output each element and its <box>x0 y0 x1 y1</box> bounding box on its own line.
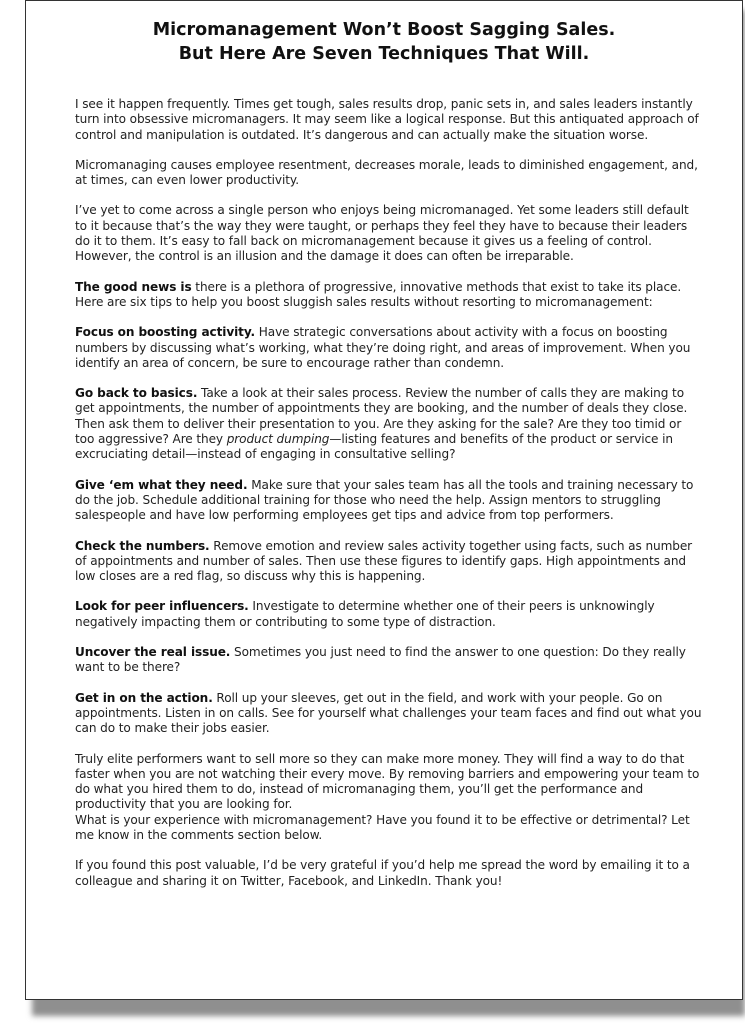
good-news-lead: The good news is <box>75 279 192 294</box>
paragraph-elite-performers: Truly elite performers want to sell more so they can make more money. They will find a way to do that faster when you are not watching their every move. By removing barriers and empowering your team to do what you hired them to do, instead of micromanaging them, you’ll get the performance and productivity that you are looking for. <box>75 751 700 812</box>
tip-heading: Focus on boosting activity. <box>75 325 256 340</box>
tip-boosting-activity <box>75 325 703 371</box>
tip-back-to-basics <box>75 386 703 462</box>
tip-text: Remove emotion and review sales activity together using facts, such as number of appointments and number of sales. Then use these figures to identify gaps. High appointments and low closes are a red flag, so discuss why this is happening. <box>75 538 693 584</box>
good-news-text: there is a plethora of progressive, innovative methods that exist to take its place. Here are six tips to help you boost sluggish sales results without resorting to micromanagement: <box>75 279 682 309</box>
paragraph-question: What is your experience with micromanagement? Have you found it to be effective or detrimental? Let me know in the comments section below. <box>75 812 690 842</box>
tip-heading: Check the numbers. <box>75 538 210 553</box>
tip-heading: Go back to basics. <box>75 386 198 401</box>
tip-italic-term: product dumping <box>226 432 330 447</box>
article-title <box>26 18 742 66</box>
tip-peer-influencers <box>75 599 703 630</box>
tip-text: Have strategic conversations about activity with a focus on boosting numbers by discussing what’s working, what they’re doing right, and areas of improvement. When you identify an area of concern, be sure to encourage rather than condemn. <box>75 325 691 370</box>
title-line-1: Micromanagement Won’t Boost Sagging Sales. <box>152 20 616 40</box>
tip-text: Take a look at their sales process. Review the number of calls they are making to get appointments, the number of appointments they are booking, and the number of deals they close. Then ask them to deliver their presentation to you. Are they asking for the sale? Are they too timid or too aggressive? Are they <box>75 386 688 447</box>
tip-get-in-action <box>75 691 703 737</box>
tip-heading: Get in on the action. <box>75 690 213 705</box>
tip-real-issue <box>75 645 703 676</box>
paragraph-intro: I see it happen frequently. Times get tough, sales results drop, panic sets in, and sales leaders instantly turn into obsessive micromanagers. It may seem like a logical response. But this antiquated approach of control and manipulation is outdated. It’s dangerous and can actually make the situation worse. <box>75 97 699 142</box>
tip-heading: Uncover the real issue. <box>75 645 231 660</box>
tip-text-continued: —listing features and benefits of the product or service in excruciating detail—instead of engaging in consultative selling? <box>75 432 673 462</box>
article-body <box>75 97 703 904</box>
tip-text: Roll up your sleeves, get out in the field, and work with your people. Go on appointments. Listen in on calls. See for yourself what challenges your team faces and find out what you can do to make their jobs easier. <box>75 690 702 736</box>
paragraph-default-behavior: I’ve yet to come across a single person who enjoys being micromanaged. Yet some leaders still default to it because that’s the way they were taught, or perhaps they feel they have to because their leaders do it to them. It’s easy to fall back on micromanagement because it gives us a feeling of control. However, the control is an illusion and the damage it does can often be irreparable. <box>75 203 689 264</box>
tip-heading: Give ‘em what they need. <box>75 477 248 492</box>
paragraph-share-request: If you found this post valuable, I’d be very grateful if you’d help me spread the word by emailing it to a colleague and sharing it on Twitter, Facebook, and LinkedIn. Thank you! <box>75 858 690 888</box>
paragraph-effects: Micromanaging causes employee resentment, decreases morale, leads to diminished engagement, and, at times, can even lower productivity. <box>75 157 698 188</box>
paragraph-good-news <box>75 280 703 311</box>
tip-give-what-they-need <box>75 478 703 524</box>
title-line-2: But Here Are Seven Techniques That Will. <box>178 44 590 64</box>
tip-check-numbers <box>75 539 703 585</box>
document-page <box>25 0 743 1000</box>
tip-text: Investigate to determine whether one of their peers is unknowingly negatively impacting them or contributing to some type of distraction. <box>75 599 655 629</box>
tip-heading: Look for peer influencers. <box>75 599 249 614</box>
tip-text: Sometimes you just need to find the answer to one question: Do they really want to be there? <box>75 645 686 675</box>
tip-text: Make sure that your sales team has all the tools and training necessary to do the job. Schedule additional training for those who need the help. Assign mentors to struggling salespeople and have low performing employees get tips and advice from top performers. <box>75 477 694 523</box>
